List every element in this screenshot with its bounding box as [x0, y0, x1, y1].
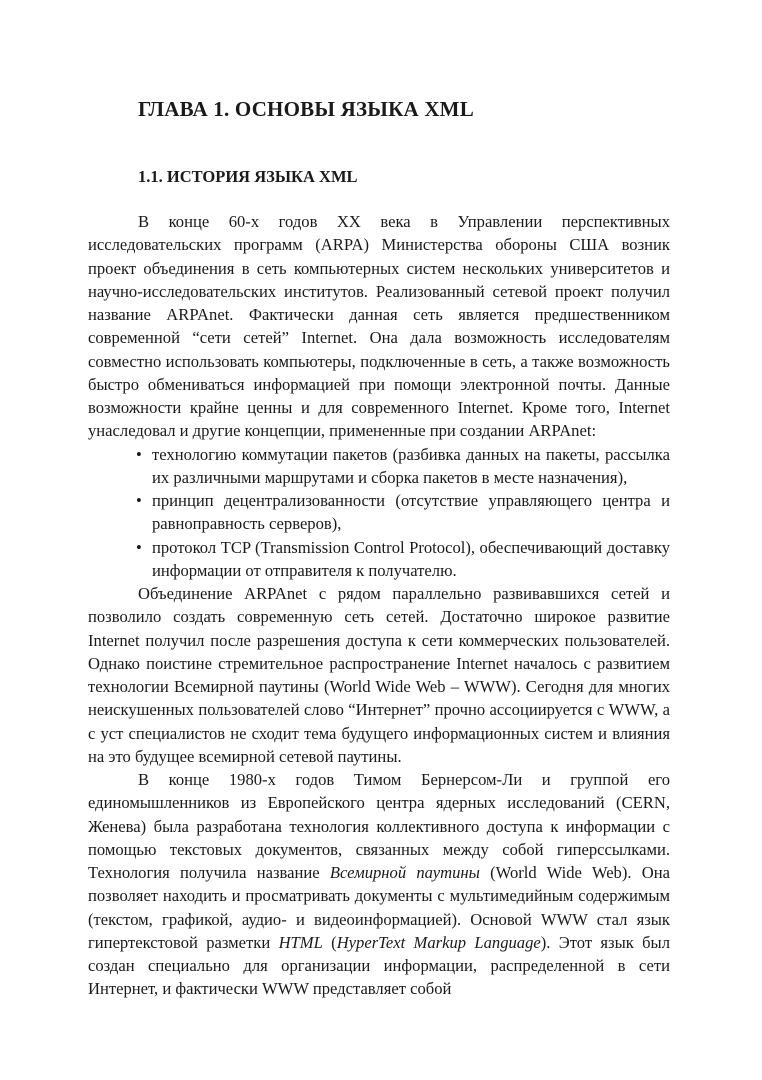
bullet-list [88, 443, 670, 583]
bullet-item: • технологию коммутации пакетов (разбивка данных на пакеты, рассылка их различными маршрутами и сборка пакетов в месте назначения), [152, 443, 670, 490]
section-title: 1.1. ИСТОРИЯ ЯЗЫКА XML [138, 167, 358, 186]
paragraph-3-text: В конце 1980-х годов Тимом Бернерсом-Ли и группой его единомышленников из Европейского центра ядерных исследований (CERN, Женева) была разработана технология коллективного доступа к информации с помощью текстовых документов, связанных между собой гиперссылками. Технология получила название [88, 770, 670, 882]
paragraph-3 [88, 768, 670, 1001]
paragraph-2: Объединение ARPAnet с рядом параллельно развивавшихся сетей и позволило создать современную сеть сетей. Достаточно широкое развитие Internet получил после разрешения доступа к сети коммерческих пользователей. Однако поистине стремительное распространение Internet началось с развитием технологии Всемирной паутины (World Wide Web – WWW). Сегодня для многих неискушенных пользователей слово “Интернет” прочно ассоциируется с WWW, а с уст специалистов не сходит тема будущего информационных систем и влияния на это будущее всемирной сетевой паутины. [88, 584, 670, 766]
bullet-item: • протокол TCP (Transmission Control Protocol), обеспечивающий доставку информации от отправителя к получателю. [152, 536, 670, 583]
body-text [88, 210, 670, 1001]
emphasis-web: Всемирной паутины [329, 863, 480, 882]
paragraph-1: В конце 60-х годов XX века в Управлении перспективных исследовательских программ (ARPA) Министерства обороны США возник проект объединения в сеть компьютерных систем нескольких университетов и научно-исследовательских институтов. Реализованный сетевой проект получил название ARPAnet. Фактически данная сеть является предшественником современной “сети сетей” Internet. Она дала возможность исследователям совместно использовать компьютеры, подключенные в сеть, а также возможность быстро обмениваться информацией при помощи электронной почты. Данные возможности крайне ценны и для современного Internet. Кроме того, Internet унаследовал и другие концепции, примененные при создании ARPAnet: [88, 212, 670, 441]
emphasis-html: HTML [278, 932, 323, 952]
paragraph-3-text: ). Этот язык был создан специально для организации информации, распределенной в сети Интернет, и фактически WWW представляет собой [88, 932, 670, 999]
paragraph-3-text: ( [322, 932, 337, 952]
chapter-title: ГЛАВА 1. ОСНОВЫ ЯЗЫКА XML [138, 97, 474, 121]
emphasis-hypertext: HyperText Markup Language [336, 932, 541, 952]
paragraph-3-text: (World Wide Web). Она позволяет находить и просматривать документы с мультимедийным содержимым (текстом, графикой, аудио- и видеоинформацией). Основой WWW стал язык гипертекстовой разметки [88, 863, 671, 952]
bullet-item: • принцип децентрализованности (отсутствие управляющего центра и равноправность серверов), [152, 489, 670, 536]
